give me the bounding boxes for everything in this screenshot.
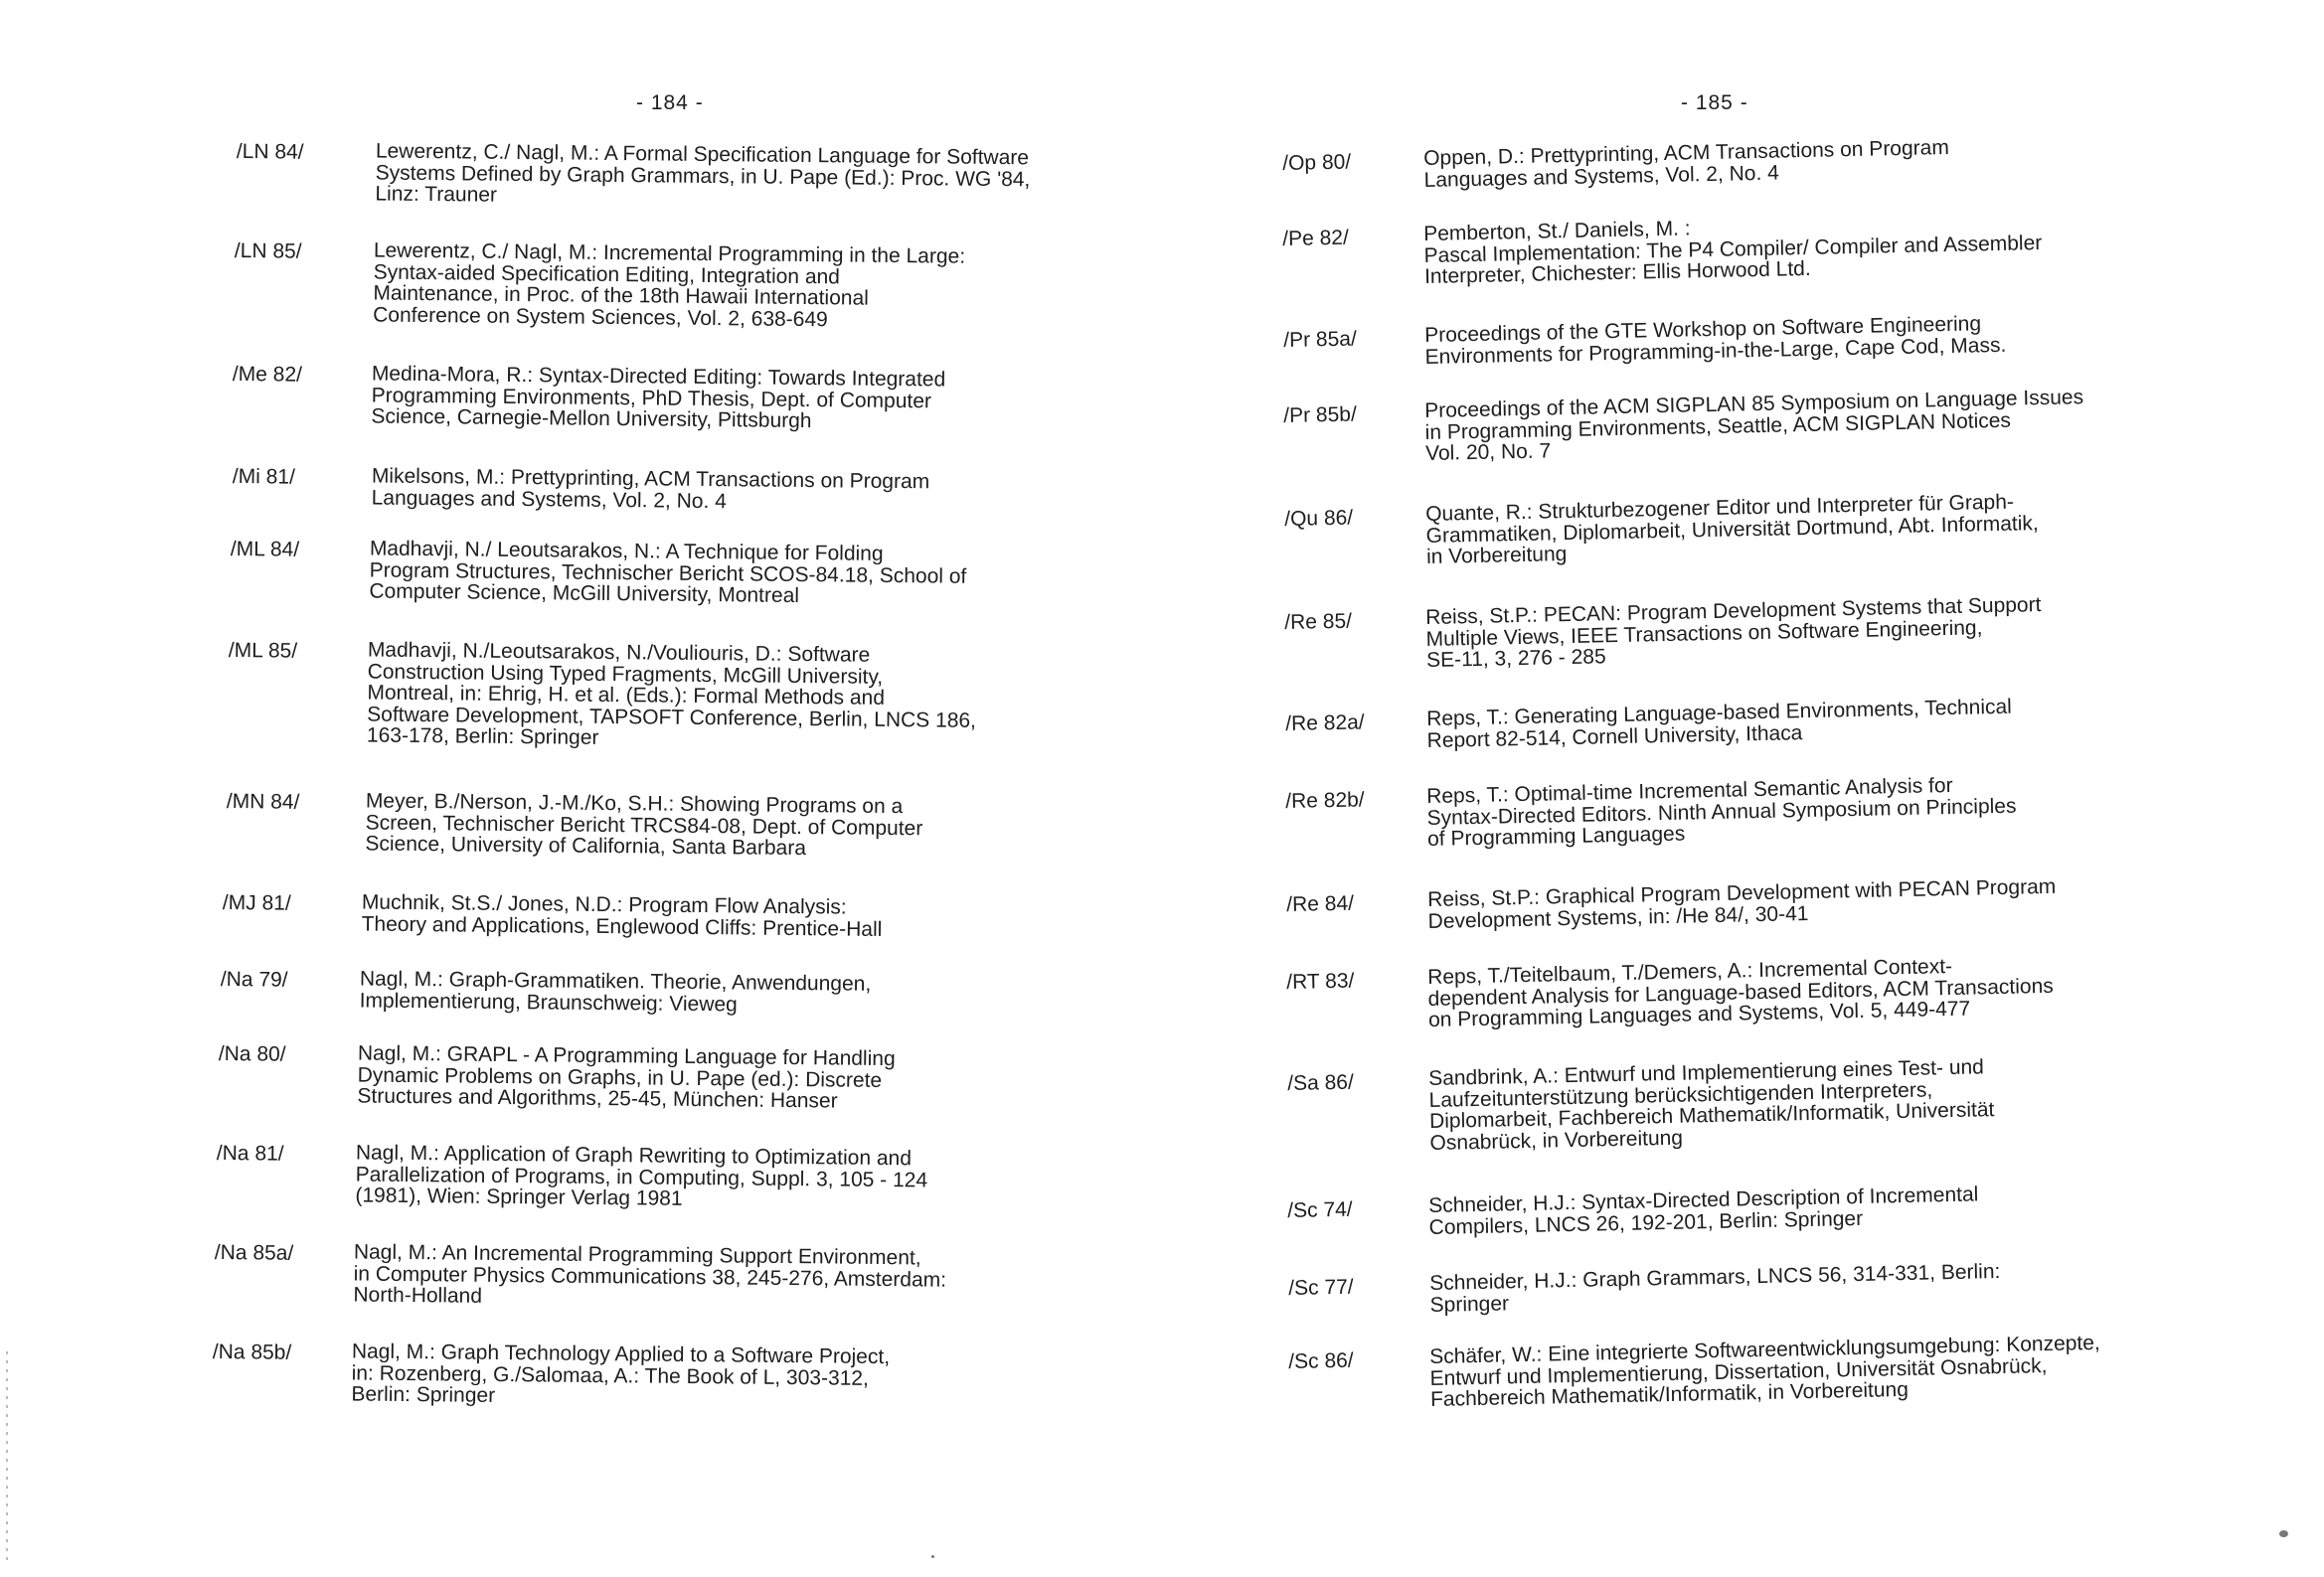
bibliography-entry <box>1282 129 2317 194</box>
bibliography-entry <box>233 464 1207 517</box>
reference-text: Schneider, H.J.: Syntax-Directed Description of Incremental Compilers, LNCS 26, 192-201, Berlin: Springer <box>1427 1183 1979 1239</box>
reference-text: Schneider, H.J.: Graph Grammars, LNCS 56, 314-331, Berlin: Springer <box>1428 1260 2001 1317</box>
reference-text: Lewerentz, C./ Nagl, M.: Incremental Programming in the Large: Syntax-aided Specification Editing, Integration and Maintenance, in Proc. of the 18th Hawaii International Conference on System Sciences, Vol. 2, 638-649 <box>373 238 966 331</box>
reference-key: /Re 85/ <box>1284 609 1353 634</box>
reference-text: Quante, R.: Strukturbezogener Editor und Interpreter für Graph- Grammatiken, Diplomarbeit, Universität Dortmund, Abt. Informatik, in Vorbereitung <box>1424 490 2039 569</box>
reference-text: Sandbrink, A.: Entwurf und Implementierung eines Test- und Laufzeitunterstützung berücksichtigenden Interpreters, Diplomarbeit, Fachbereich Mathematik/Informatik, Universität Osnabrück, in Vorbereitung <box>1427 1055 1995 1155</box>
bibliography-entry <box>1283 382 2318 467</box>
bibliography-entry <box>232 362 1207 436</box>
page-number: - 184 - <box>636 91 704 114</box>
reference-key: /MJ 81/ <box>222 890 291 915</box>
reference-key: /Qu 86/ <box>1284 506 1354 531</box>
reference-key: /Na 81/ <box>216 1142 284 1166</box>
reference-key: /Na 85b/ <box>212 1340 292 1364</box>
bibliography-entry <box>212 1340 1187 1414</box>
reference-key: /Sc 77/ <box>1288 1275 1354 1300</box>
bibliography-entry <box>1285 690 2320 754</box>
reference-text: Pemberton, St./ Daniels, M. : Pascal Implementation: The P4 Compiler/ Compiler and Assembler Interpreter, Chichester: Ellis Horwood Ltd. <box>1422 217 2043 289</box>
bibliography-entry <box>1282 205 2317 290</box>
reference-key: /Pe 82/ <box>1282 226 1350 250</box>
reference-text: Madhavji, N./Leoutsarakos, N./Vouliouris, D.: Software Construction Using Typed Fragments, McGill University, Montreal, in: Ehrig, H. et al. (Eds.): Formal Methods and Software Development, TAPSOFT Conference, Berlin, LNCS 186, 163-178, Berlin: Springer <box>366 638 977 749</box>
reference-key: /Pr 85a/ <box>1283 327 1358 352</box>
scan-edge-marks <box>6 1351 8 1560</box>
bibliography-entry <box>1285 767 2320 853</box>
bibliography-entry <box>1287 1049 2323 1157</box>
reference-text: Nagl, M.: Graph-Grammatiken. Theorie, Anwendungen, Implementierung, Braunschweig: Vieweg <box>359 967 872 1016</box>
scan-speck <box>931 1555 934 1558</box>
bibliography-entry <box>234 238 1209 334</box>
reference-text: Proceedings of the ACM SIGPLAN 85 Symposium on Language Issues in Programming Environments, Seattle, ACM SIGPLAN Notices Vol. 20, No. 7 <box>1423 386 2084 466</box>
reference-key: /Na 79/ <box>220 967 288 992</box>
bibliography-entry <box>236 139 1211 214</box>
reference-text: Reiss, St.P.: Graphical Program Development with PECAN Program Development Systems, in: /He 84/, 30-41 <box>1426 874 2057 933</box>
bibliography-entry <box>1286 948 2321 1033</box>
reference-key: /LN 85/ <box>234 238 302 263</box>
reference-key: /Re 82a/ <box>1285 710 1365 735</box>
bibliography-entry <box>226 789 1201 864</box>
bibliography-entry <box>230 537 1205 611</box>
right-page <box>1162 0 2324 1577</box>
reference-key: /Mi 81/ <box>232 464 296 489</box>
bibliography-entry <box>1288 1254 2323 1319</box>
reference-text: Proceedings of the GTE Workshop on Software Engineering Environments for Programming-in-the-Large, Cape Cod, Mass. <box>1423 312 2007 369</box>
reference-text: Nagl, M.: Application of Graph Rewriting to Optimization and Parallelization of Programs, in Computing, Suppl. 3, 105 - 124 (1981), Wien: Springer Verlag 1981 <box>355 1141 928 1210</box>
bibliography-entry <box>1288 1328 2323 1413</box>
reference-key: /Op 80/ <box>1282 150 1352 175</box>
scan-speck <box>2279 1530 2288 1537</box>
bibliography-entry <box>228 638 1203 755</box>
reference-text: Nagl, M.: GRAPL - A Programming Language for Handling Dynamic Problems on Graphs, in U. Pape (ed.): Discrete Structures and Algorithms, 25-45, München: Hanser <box>357 1041 896 1113</box>
bibliography-entry <box>214 1240 1189 1315</box>
reference-key: /Sc 74/ <box>1287 1197 1353 1222</box>
reference-text: Schäfer, W.: Eine integrierte Softwareentwicklungsumgebung: Konzepte, Entwurf und Implementierung, Dissertation, Universität Osnabrück, Fachbereich Mathematik/Informatik, in Vorbereitung <box>1428 1331 2101 1412</box>
reference-key: /RT 83/ <box>1286 969 1355 994</box>
bibliography-entry <box>1283 306 2318 371</box>
reference-text: Reiss, St.P.: PECAN: Program Development Systems that Support Multiple Views, IEEE Transactions on Software Engineering, SE-11, 3, 276 - 285 <box>1424 593 2042 673</box>
reference-text: Nagl, M.: Graph Technology Applied to a Software Project, in: Rozenberg, G./Salomaa, A.: The Book of L, 303-312, Berlin: Springer <box>351 1340 891 1407</box>
bibliography-entry <box>1284 485 2319 570</box>
bibliography-entry <box>223 890 1197 943</box>
page-number: - 185 - <box>1681 91 1748 114</box>
reference-key: /Re 82b/ <box>1285 788 1365 813</box>
reference-key: /ML 84/ <box>230 537 300 561</box>
reference-text: Nagl, M.: An Incremental Programming Support Environment, in Computer Physics Communications 38, 245-276, Amsterdam: North-Holland <box>353 1240 947 1308</box>
reference-key: /Sa 86/ <box>1287 1070 1355 1095</box>
reference-key: /Pr 85b/ <box>1283 402 1358 427</box>
reference-text: Reps, T.: Generating Language-based Environments, Technical Report 82-514, Cornell University, Ithaca <box>1425 695 2013 752</box>
reference-key: /Me 82/ <box>232 362 303 387</box>
bibliography-entry <box>216 1141 1191 1215</box>
bibliography-entry <box>1286 870 2321 935</box>
bibliography-entry <box>1287 1177 2322 1241</box>
reference-text: Oppen, D.: Prettyprinting, ACM Transactions on Program Languages and Systems, Vol. 2, No. 4 <box>1422 135 1950 192</box>
bibliography-list <box>1162 0 2324 1577</box>
reference-key: /Sc 86/ <box>1288 1348 1354 1373</box>
reference-key: /Na 80/ <box>218 1042 286 1066</box>
reference-key: /Re 84/ <box>1286 891 1355 916</box>
reference-text: Muchnik, St.S./ Jones, N.D.: Program Flow Analysis: Theory and Applications, Englewood Cliffs: Prentice-Hall <box>361 890 883 941</box>
reference-text: Reps, T./Teitelbaum, T./Demers, A.: Incremental Context- dependent Analysis for Language-based Editors, ACM Transactions on Programming Languages and Systems, Vol. 5, 449-477 <box>1426 954 2054 1032</box>
reference-key: /Na 85a/ <box>214 1241 294 1265</box>
bibliography-entry <box>1284 588 2319 674</box>
bibliography-entry <box>218 1041 1193 1116</box>
bibliography-entry <box>221 967 1195 1020</box>
reference-text: Medina-Mora, R.: Syntax-Directed Editing: Towards Integrated Programming Environments, PhD Thesis, Dept. of Computer Science, Carnegie-Mellon University, Pittsburgh <box>371 362 946 433</box>
reference-text: Meyer, B./Nerson, J.-M./Ko, S.H.: Showing Programs on a Screen, Technischer Bericht TRCS84-08, Dept. of Computer Science, University of California, Santa Barbara <box>365 789 923 861</box>
reference-text: Reps, T.: Optimal-time Incremental Semantic Analysis for Syntax-Directed Editors. Ninth Annual Symposium on Principles of Programming Languages <box>1425 773 2017 852</box>
reference-key: /LN 84/ <box>236 139 304 164</box>
reference-text: Madhavji, N./ Leoutsarakos, N.: A Technique for Folding Program Structures, Technischer Bericht SCOS-84.18, School of Computer Science, McGill University, Montreal <box>369 537 967 607</box>
reference-text: Mikelsons, M.: Prettyprinting, ACM Transactions on Program Languages and Systems, Vol. 2, No. 4 <box>371 464 930 513</box>
reference-key: /MN 84/ <box>226 789 300 814</box>
reference-key: /ML 85/ <box>228 638 298 663</box>
reference-text: Lewerentz, C./ Nagl, M.: A Formal Specification Language for Software Systems Defined by Graph Grammars, in U. Pape (Ed.): Proc. WG '84, Linz: Trauner <box>375 139 1031 207</box>
